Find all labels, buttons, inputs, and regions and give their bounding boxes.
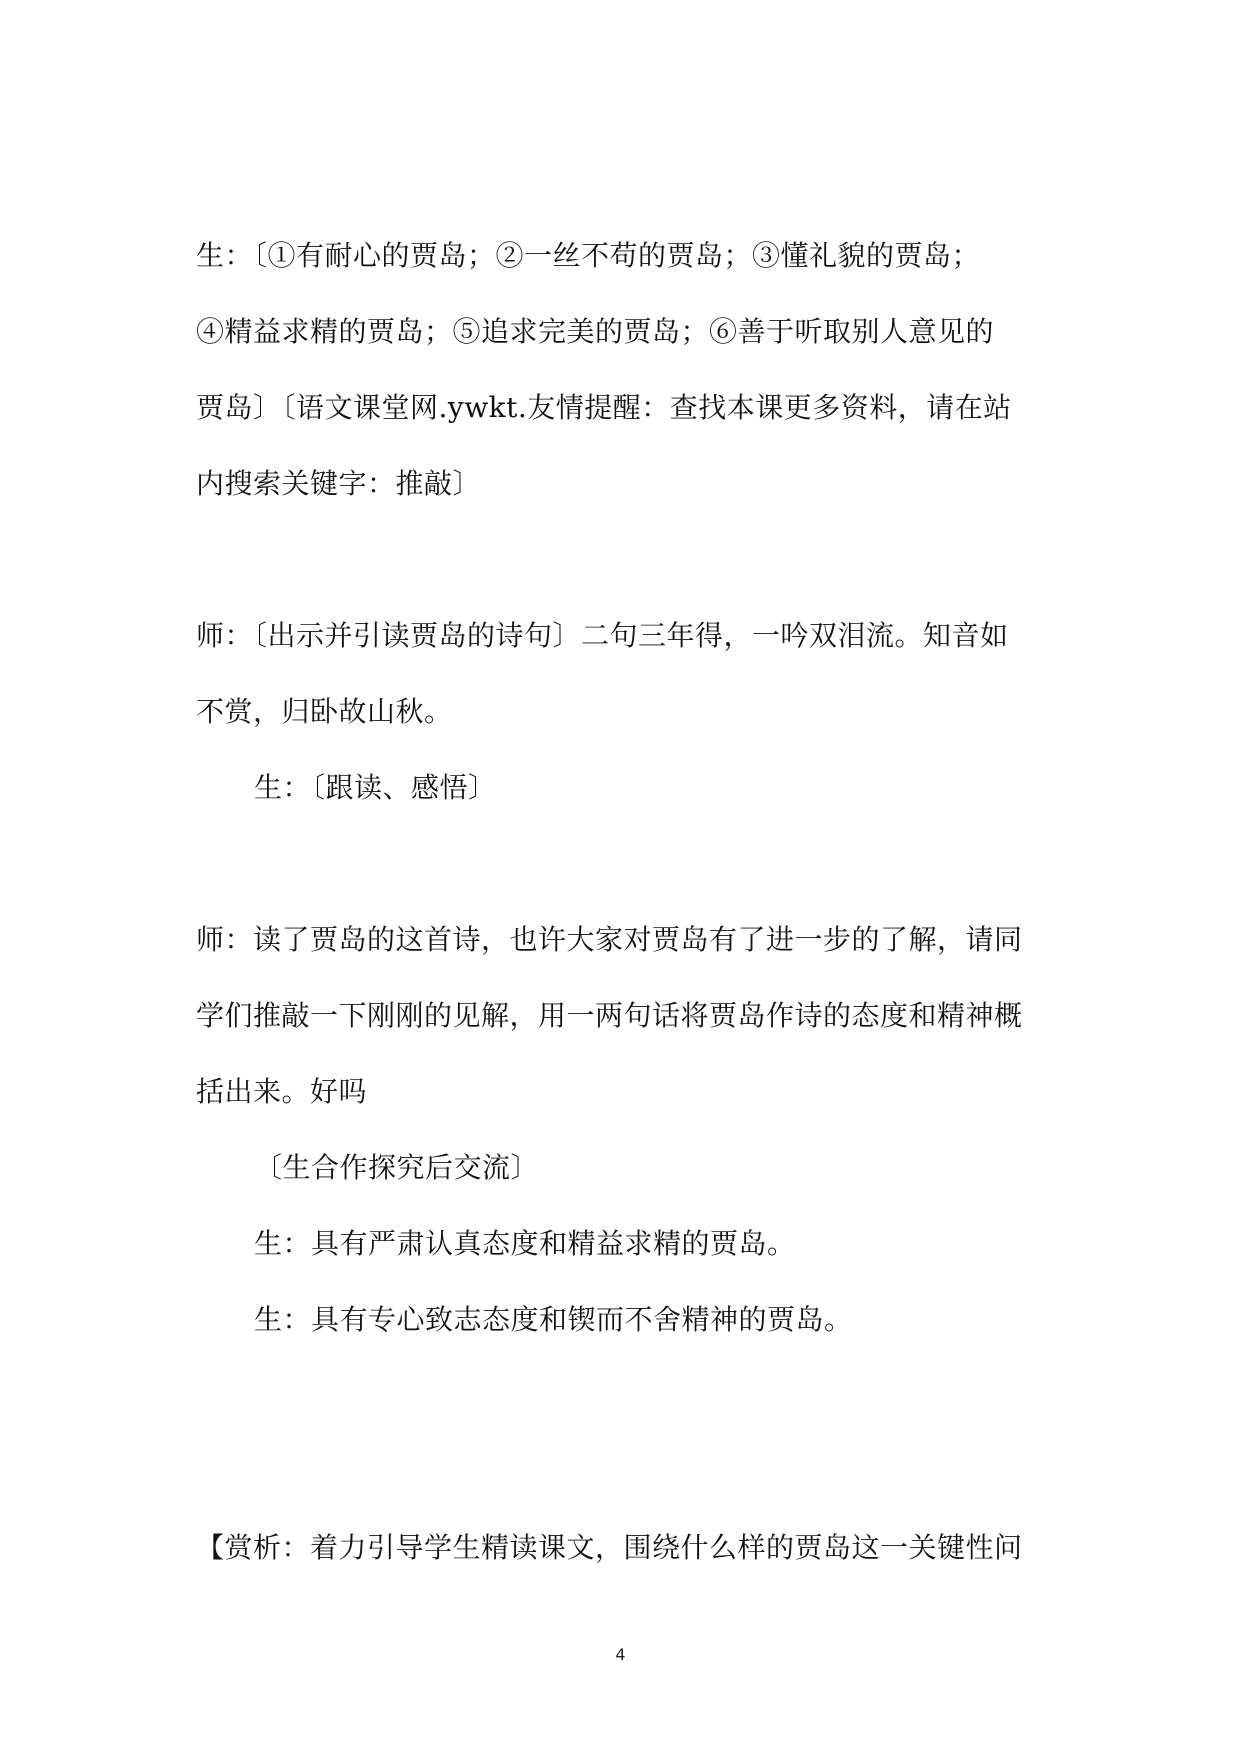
text-line-student-follow-read: 生：〔跟读、感悟〕 <box>254 771 497 804</box>
text-line-appreciation: 【赏析：着力引导学生精读课文，围绕什么样的贾岛这一关键性问 <box>196 1531 1023 1564</box>
text-line-group-discussion: 〔生合作探究后交流〕 <box>254 1151 540 1184</box>
page-number: 4 <box>615 1645 626 1664</box>
text-line-student-answers-4: 内搜索关键字：推敲〕 <box>196 467 482 500</box>
text-line-teacher-question-1: 师：读了贾岛的这首诗，也许大家对贾岛有了进一步的了解，请同 <box>196 923 1023 956</box>
text-line-student-answers-1: 生：〔①有耐心的贾岛；②一丝不苟的贾岛；③懂礼貌的贾岛； <box>196 239 981 272</box>
text-line-teacher-poem-2: 不赏，归卧故山秋。 <box>196 695 453 728</box>
text-line-teacher-poem-1: 师：〔出示并引读贾岛的诗句〕二句三年得，一吟双泪流。知音如 <box>196 619 1009 652</box>
text-line-teacher-question-3: 括出来。好吗 <box>196 1075 368 1108</box>
text-line-student-answers-2: ④精益求精的贾岛；⑤追求完美的贾岛；⑥善于听取别人意见的 <box>196 315 995 348</box>
text-line-student-answers-3: 贾岛〕〔语文课堂网.ywkt.友情提醒：查找本课更多资料，请在站 <box>196 391 1012 424</box>
text-line-teacher-question-2: 学们推敲一下刚刚的见解，用一两句话将贾岛作诗的态度和精神概 <box>196 999 1023 1032</box>
text-line-student-answer-a: 生：具有严肃认真态度和精益求精的贾岛。 <box>254 1227 796 1260</box>
text-line-student-answer-b: 生：具有专心致志态度和锲而不舍精神的贾岛。 <box>254 1303 853 1336</box>
